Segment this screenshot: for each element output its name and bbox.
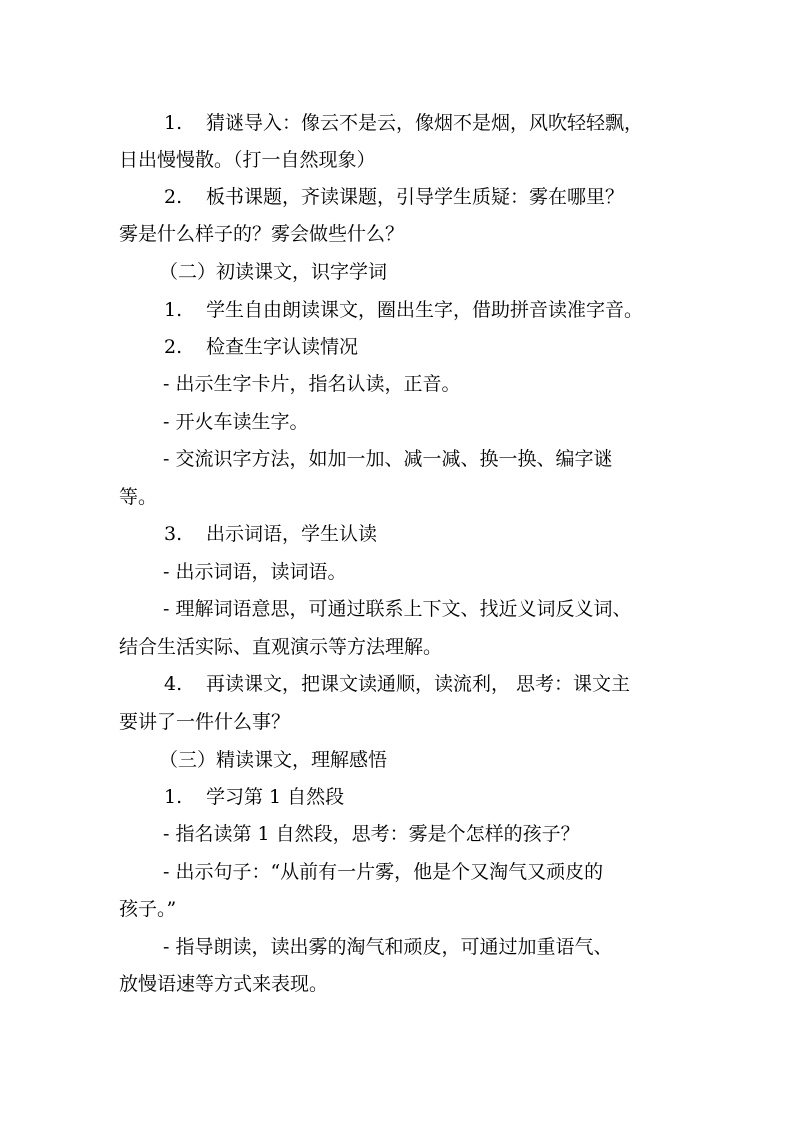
- item-number: 1.: [164, 112, 183, 134]
- line-text: 学习第 1 自然段: [206, 786, 345, 808]
- line-text: - 指名读第 1 自然段，思考：雾是个怎样的孩子？: [163, 823, 580, 845]
- line-text: 雾是什么样子的？雾会做些什么？: [119, 223, 405, 245]
- line-text: 再读课文，把课文读通顺，读流利， 思考：课文主: [206, 673, 631, 695]
- item-number: 1.: [164, 786, 183, 808]
- item-number: 1.: [164, 299, 183, 321]
- line-text: 板书课题，齐读课题，引导学生质疑：雾在哪里？: [206, 186, 625, 208]
- line-text: - 交流识字方法，如加一加、减一减、换一换、编字谜: [163, 448, 613, 470]
- section-heading-text: （三）精读课文，理解感悟: [159, 749, 388, 771]
- line-text: 学生自由朗读课文，圈出生字，借助拼音读准字音。: [206, 299, 644, 321]
- line-text: 孩子。”: [119, 898, 177, 920]
- line-text: - 指导朗读，读出雾的淘气和顽皮，可通过加重语气、: [163, 936, 613, 958]
- line-text: - 出示句子：“从前有一片雾，他是个又淘气又顽皮的: [163, 861, 604, 883]
- section-heading-text: （二）初读课文，识字学词: [159, 261, 388, 283]
- line-text: - 开火车读生字。: [163, 411, 309, 433]
- line-text: 猜谜导入：像云不是云，像烟不是烟，风吹轻轻飘，: [206, 112, 644, 134]
- line-text: 出示词语，学生认读: [206, 523, 378, 545]
- item-number: 2.: [164, 186, 183, 208]
- item-number: 4.: [164, 673, 183, 695]
- line-text: 结合生活实际、直观演示等方法理解。: [119, 636, 443, 658]
- item-number: 3.: [164, 523, 183, 545]
- item-number: 2.: [164, 336, 183, 358]
- line-text: 检查生字认读情况: [206, 336, 359, 358]
- line-text: 等。: [119, 486, 158, 508]
- line-text: - 出示词语，读词语。: [163, 561, 347, 583]
- line-text: 要讲了一件什么事？: [119, 711, 291, 733]
- line-text: - 出示生字卡片，指名认读，正音。: [163, 373, 461, 395]
- line-text: - 理解词语意思，可通过联系上下文、找近义词反义词、: [163, 598, 632, 620]
- line-text: 日出慢慢散。（打一自然现象）: [119, 149, 376, 171]
- line-text: 放慢语速等方式来表现。: [119, 973, 329, 995]
